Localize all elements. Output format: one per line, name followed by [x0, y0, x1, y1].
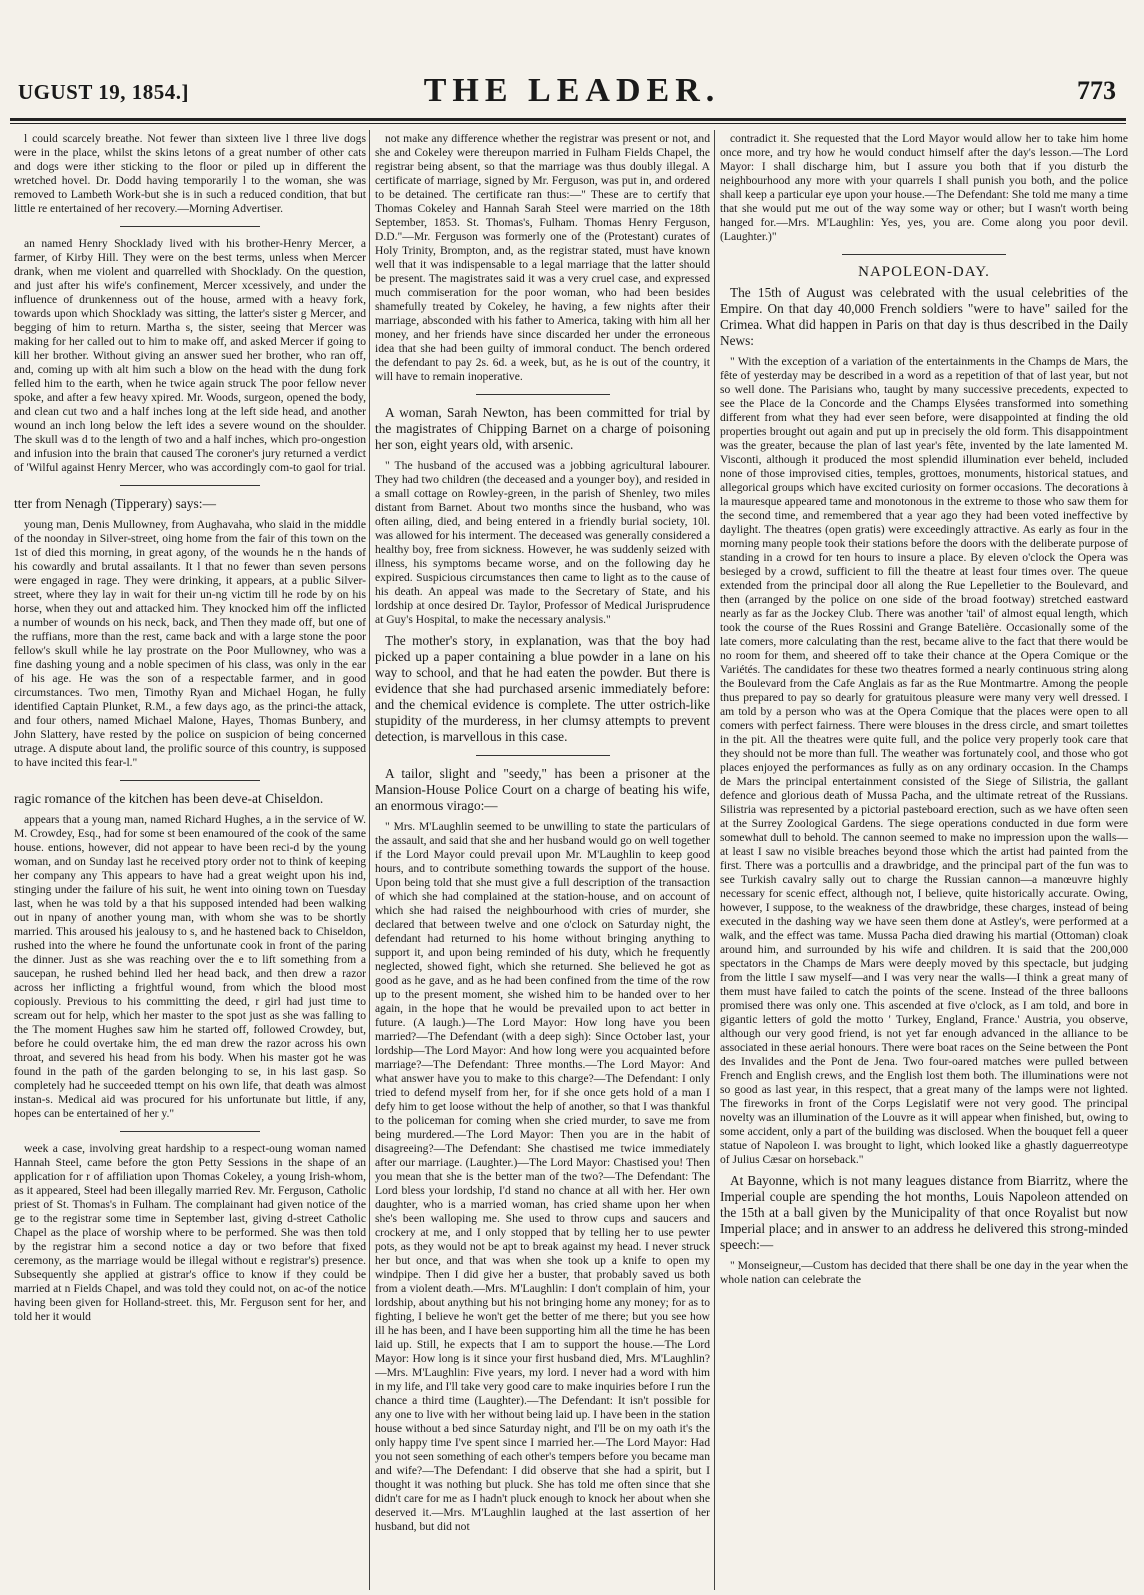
article-paragraph: " Monseigneur,—Custom has decided that there shall be one day in the year when the whole nation can celebrate the [720, 1259, 1128, 1286]
article-lead: A tailor, slight and "seedy," has been a prisoner at the Mansion-House Police Court on a charge of beating his wife, an enormous virago:— [375, 766, 710, 813]
issue-date: UGUST 19, 1854.] [18, 80, 189, 104]
article-paragraph: l could scarcely breathe. Not fewer than sixteen live l three live dogs were in the place, whilst the skins letons of a great number of other cats and dogs were ither sticking to the floor or piled up in different the wretched hovel. Dr. Dodd having temporarily l to the woman, she was removed to Lambeth Work-but she is in such a reduced condition, that but little re entertained of her recovery.—Morning Advertiser. [14, 132, 366, 215]
column-divider-2 [714, 130, 715, 1590]
masthead-title: THE LEADER. [423, 72, 721, 109]
page-number: 773 [1077, 76, 1116, 105]
article-lead: The mother's story, in explanation, was that the boy had picked up a paper containing a blue powder in a lane on his way to school, and that he had eaten the powder. But there is evidence that she had purchased arsenic immediately before: and the chemical evidence is complete. The utter ostrich-like stupidity of the murderess, in her clumsy attempts to prevent detection, is marvellous in this case. [375, 633, 710, 744]
article-paragraph: young man, Denis Mullowney, from Aughavaha, who slaid in the middle of the noonday in Silver-street, oing home from the fair of this town on the 1st of died this morning, in great agony, of the wounds he n the hands of his cowardly and brutal assailants. It l that no fewer than seven persons were engaged in rage. They were drinking, it appears, at a public Silver-street, where they lay in wait for their un-ng victim till he rode by on his horse, when they out and attacked him. They knocked him off the inflicted a number of wounds on his neck, back, and Then they made off, but one of the ruffians, more than the rest, came back and with a large stone the poor fellow's skull while he lay prostrate on the Poor Mullowney, who was a fine dashing young and a noble specimen of his class, was only in the ear of his age. He was the son of a respectable farmer, and in good circumstances. Two men, Timothy Ryan and Michael Hogan, he fully identified Captain Plunket, R.M., a few days ago, as the princi-the attack, and four others, named Michael Malone, Hayes, Thomas Bunbery, and John Slattery, have rested by the police on suspicion of being concerned utrage. A dispute about land, the prolific source of this country, is supposed to have incited this fear-l." [14, 518, 366, 769]
article-paragraph: " The husband of the accused was a jobbing agricultural labourer. They had two children (the deceased and a younger boy), and resided in a small cottage on Rowley-green, in the parish of Shenley, two miles distant from Barnet. About two months since the husband, who was often ailing, died, and being entered in a friendly burial society, 10l. was allowed for his interment. The deceased was generally considered a healthy boy, free from sickness. However, he was suddenly seized with illness, his symptoms became worse, and on the following day he expired. Suspicious circumstances then came to light as to the cause of his death. An appeal was made to the Secretary of State, and his lordship at once desired Dr. Taylor, Professor of Medical Jurisprudence at Guy's Hospital, to make the necessary analysis." [375, 459, 710, 626]
article-paragraph: not make any difference whether the registrar was present or not, and she and Cokeley were thereupon married in Fulham Fields Chapel, the registrar being absent, so that the marriage was thus doubly illegal. A certificate of marriage, signed by Mr. Ferguson, was put in, and ordered to be detained. The certificate ran thus:—" These are to certify that Thomas Cokeley and Hannah Sarah Steel were married on the 18th September, 1853. St. Thomas's, Fulham. Thomas Henry Ferguson, D.D."—Mr. Ferguson was formerly one of the (Protestant) curates of Holy Trinity, Brompton, and, as the registrar stated, must have known well that it was indispensable to a legal marriage that the latter should be present. The magistrates said it was a very cruel case, and expressed much commiseration for the poor woman, who had been besides shamefully treated by Cokeley, he having, a few nights after their marriage, absconded with his father to America, taking with him all her money, and her friends have since discarded her under the erroneous idea that she had been guilty of immoral conduct. The bench ordered the defendant to pay 2s. 6d. a week, but, as he is out of the country, it will have to remain inoperative. [375, 132, 710, 383]
article-separator [120, 226, 261, 227]
article-separator [842, 254, 1005, 255]
article-title: NAPOLEON-DAY. [858, 264, 990, 280]
column-divider-1 [369, 130, 370, 1590]
article-separator [476, 755, 610, 756]
article-paragraph: " With the exception of a variation of the entertainments in the Champs de Mars, the fête of yesterday may be described in a word as a repetition of that of last year, but not so well done. The Parisians who, taught by many successive precedents, expected to see the Place de la Concorde and the Champs Elysées transformed into something different from what they had ever seen before, were disappointed at finding the old properties brought out again and put up in precisely the old form. This disappointment was the greater, because the plan of last year's fête, invented by the late lamented M. Visconti, although it produced the most splendid illumination ever beheld, included none of those improvised cities, temples, grottoes, monuments, historical statues, and allegorical groups which have excited curiosity on former occasions. The decorations à la mauresque appeared tame and monotonous in the extreme to those who saw them for the second time, and remembered that a year ago they had been voted ineffective by daylight. The theatres (open gratis) were exceedingly attractive. As early as four in the morning many people took their stations before the doors with the deliberate purpose of standing in a crowd for ten hours to insure a place. By eleven o'clock the Opera was besieged by a crowd, sufficient to fill the theatre at least four times over. The queue extended from the principal door all along the Rue Lepelletier to the Boulevard, and then (arranged by the police on one side of the broad footway) stretched eastward nearly as far as the Jockey Club. There was another 'tail' of almost equal length, which took the course of the Rues Rossini and Grange Batelière. Occasionally some of the late comers, more calculating than the rest, became alive to the fact that there would be no room for them, and sheered off to take their chance at the Opera Comique or the Variétés. The candidates for these two theatres formed a nearly continuous string along the Boulevard from the Cafe Anglais as far as the Rue Montmartre. Among the people thus prepared to pay so dearly for gratuitous pleasure were many very well dressed. I am told by a person who was at the Opera Comique that the places were open to all comers with perfect fairness. There were blouses in the dress circle, and smart toilettes in the pit. All the theatres were quite full, and the police very properly took care that they should not be more than full. The weather was fortunately cool, and those who got places enjoyed the performances as fully as on any ordinary occasion. In the Champs de Mars the principal entertainment consisted of the Siege of Silistria, the gallant defence and glorious death of Mussa Pacha, and the ultimate retreat of the Russians. Silistria was represented by a pictorial pasteboard erection, such as we have often seen at the Surrey Zoological Gardens. The siege operations conducted in due form were somewhat dull to behold. The cannon seemed to make no impression upon the walls—at least I saw no visible breaches beyond those which the artist had painted from the first. There was a portcullis and a drawbridge, and the principal part of the fun was to see Turkish cavalry sally out to charge the Russian cannon—a manœuvre highly necessary for scenic effect, although not, I believe, quite historically accurate. Owing, however, I suppose, to the weakness of the drawbridge, these charges, instead of being executed in the dashing way we have seen them done at Astley's, were performed at a walk, and the effect was tame. Mussa Pacha died drawing his martial (Ottoman) cloak around him, and surrounded by his wife and children. It is said that the 200,000 spectators in the Champs de Mars were deeply moved by this spectacle, but judging from the little I saw myself—and I was very near the walls—I think a great many of them must have failed to catch the points of the scene. Instead of the three balloons promised there was only one. This ascended at five o'clock, as I am told, and bore in gigantic letters of gold the motto ' Turkey, England, France.' Austria, you observe, although our very good friend, is not yet far enough advanced in the alliance to be associated in these aerial honours. There were boat races on the Seine between the Pont des Invalides and the Pont de Jena. Two four-oared matches were pulled between French and English crews, and the English lost them both. The illuminations were not so good as last year, in this respect, that a great many of the lamps were not lighted. The fireworks in front of the Corps Legislatif were not very good. The principal novelty was an illumination of the Louvre as it will appear when finished, but, owing to some accident, only a part of the building was disclosed. When the bouquet fell a queer statue of Napoleon I. was brought to light, which looked like a ghastly daguerreotype of Julius Cæsar on horseback." [720, 355, 1128, 1166]
column-3 [720, 132, 1128, 1587]
column-1 [14, 132, 366, 1587]
article-paragraph: appears that a young man, named Richard Hughes, a in the service of W. M. Crowdey, Esq., had for some st been enamoured of the cook of the same house. entions, however, did not appear to have been reci-d by the young woman, and on Sunday last he received ptory order not to think of keeping her company any This appears to have had a great weight upon his ind, stinging under the failure of his suit, he went into oining town on Tuesday last, when he was told by a that his supposed intended had been walking out in npany of another young man, with whom she was to be shortly married. This aroused his jealousy to s, and he hastened back to Chiseldon, rushed into the where he found the unfortunate cook in front of the paring the dinner. Just as she was reaching over the e to lift something from a saucepan, he rushed behind lled her head back, and then drew a razor across her inflicting a frightful wound, from which the blood most copiously. Previous to his committing the deed, r girl had just time to scream out for help, which her master to the spot just as she was falling to the The moment Hughes saw him he started off, followed Crowdey, but, before he could overtake him, the ed man drew the razor across his own throat, and severed his head from his body. When his master got he was found in the path of the garden belonging to se, in his last gasp. So completely had he succeeded ttempt on his own life, that death was almost instan-s. Medical aid was procured for his unfortunate but little, if any, hopes can be entertained of her y." [14, 813, 366, 1120]
article-separator [120, 485, 261, 486]
article-paragraph: an named Henry Shocklady lived with his brother-Henry Mercer, a farmer, of Kirby Hill. They were on the best terms, unless when Mercer drank, when me violent and quarrelled with Shocklady. On the question, and just after his wife's confinement, Mercer xcessively, and under the influence of drunkenness out of the house, armed with a heavy fork, towards upon which Shocklady was sitting, the latter's sister g Mercer, and begging of him to return. Martha s, the sister, seeing that Mercer was making for her called out to him to make off, and asked Mercer if going to kill her brother. Without giving an answer sued her brother, who ran off, and, coming up with alt him such a blow on the head with the dung fork felled him to the earth, when he twice again struck The poor fellow never spoke, and after a few heavy xpired. Mr. Woods, surgeon, opened the body, and clean cut two and a half inches long at the left side head, and another wound an inch long below the left ides a severe wound on the shoulder. The skull was d to the length of two and a half inches, which pro-ongestion and infusion into the brain that caused The coroner's jury returned a verdict of 'Wilful against Henry Mercer, who was accordingly com-to gaol for trial. [14, 237, 366, 474]
article-lead: At Bayonne, which is not many leagues distance from Biarritz, where the Imperial couple are spending the hot months, Louis Napoleon attended on the 15th at a ball given by the Municipality of that once Royalist but now Imperial place; and in answer to an address he delivered this strong-minded speech:— [720, 1173, 1128, 1252]
header-rule-thick [10, 118, 1126, 121]
article-subhead: ragic romance of the kitchen has been deve-at Chiseldon. [14, 791, 324, 806]
article-subhead: tter from Nenagh (Tipperary) says:— [14, 496, 216, 511]
article-separator [120, 1131, 261, 1132]
column-2 [375, 132, 710, 1587]
article-paragraph: week a case, involving great hardship to a respect-oung woman named Hannah Steel, came before the gton Petty Sessions in the shape of an application for r of affiliation upon Thomas Cokeley, a young Irish-whom, as it appeared, Steel had been illegally married Rev. Mr. Ferguson, Catholic priest of St. Thomas's in Fulham. The complainant had given notice of the ge to the registrar some time in September last, giving d-street Catholic Chapel as the place of worship where to be performed. She was then told by the registrar him a second notice a day or two before that fixed ceremony, as the marriage would be illegal without e registrar's) presence. Subsequently she applied at gistrar's office to know if they could be married at n Fields Chapel, and was told they could not, on ac-of the notice having been given for Holland-street. this, Mr. Ferguson sent for her, and told her it would [14, 1142, 366, 1323]
header-rule-thin [10, 123, 1126, 124]
article-separator [120, 780, 261, 781]
article-lead: A woman, Sarah Newton, has been committed for trial by the magistrates of Chipping Barnet on a charge of poisoning her son, eight years old, with arsenic. [375, 405, 710, 452]
article-lead: The 15th of August was celebrated with the usual celebrities of the Empire. On that day 40,000 French soldiers "were to have" sailed for the Crimea. What did happen in Paris on that day is thus described in the Daily News: [720, 285, 1128, 348]
article-paragraph: " Mrs. M'Laughlin seemed to be unwilling to state the particulars of the assault, and said that she and her husband would go on well together if the Lord Mayor could prevail upon Mr. M'Laughlin to keep good hours, and to contribute something towards the support of the house. Upon being told that she must give a full description of the transaction of which she had complained at the station-house, and on account of which she had raised the neighbourhood with cries of murder, she declared that between twelve and one o'clock on Saturday night, the defendant had returned to his home without bringing anything to support it, and upon being reminded of his duty, which he frequently neglected, showed fight, which she returned. She believed he got as good as he gave, and as he had been confined from the time of the row up to the present moment, she wished him to be handed over to her again, in the hope that he would be prevailed upon to act better in future. (A laugh.)—The Lord Mayor: How long have you been married?—The Defendant (with a deep sigh): Since October last, your lordship—The Lord Mayor: And how long were you acquainted before marriage?—The Defendant: Three months.—The Lord Mayor: And what answer have you to make to this charge?—The Defendant: I only tried to defend myself from her, for if she once gets hold of a man I defy him to get loose without the help of another, so that I was thankful to the policeman for coming when she cried murder, to save me from being murdered.—The Lord Mayor: Then you are in the habit of disagreeing?—The Defendant: She chastised me twice immediately after our marriage. (Laughter.)—The Lord Mayor: Chastised you! Then you mean that she is the better man of the two?—The Defendant: The Lord bless your lordship, I'd stand no chance at all with her. Her own daughter, who is a married woman, has cried shame upon her when she's been walloping me. She used to throw cups and saucers and crockery at me, and I only stopped that by telling her to use pewter pots, as they would not be apt to break against my head. I never struck her but once, and that was when she took up a knife to open my windpipe. Then I did give her a buster, that probably saved us both from a violent death.—Mrs. M'Laughlin: I don't complain of him, your lordship, about anything but his not bringing home any money; for as to fighting, I believe he won't get the better of me there; but you see how ill he has been, and I have been supporting him all the time he has been laid up. Still, he expects that I am to support the house.—The Lord Mayor: How long is it since your first husband died, Mrs. M'Laughlin?—Mrs. M'Laughlin: Five years, my lord. I never had a word with him in my life, and I'll take very good care to make inquiries before I run the chance a third time (Laughter).—The Defendant: It isn't possible for any one to live with her without being laid up. I have been in the station house without a bed since Saturday night, and I'll be on my oath it's the only happy time I've spent since I married her.—The Lord Mayor: Had you not seen something of each other's tempers before you became man and wife?—The Defendant: I did observe that she had a spirit, but I thought it was nothing but pluck. She has told me often since that she didn't care for me as I hadn't pluck enough to knock her about when she deserved it.—Mrs. M'Laughlin laughed at the last assertion of her husband, but did not [375, 820, 710, 1533]
article-paragraph: contradict it. She requested that the Lord Mayor would allow her to take him home once more, and try how he would conduct himself after the day's lesson.—The Lord Mayor: I shall discharge him, but I assure you both that if you disturb the neighbourhood any more with your quarrels I shall punish you both, and the police shall keep a particular eye upon your house.—The Defendant: She told me many a time that she would put me out of the way some way or other; but I wasn't worth being hanged for.—Mrs. M'Laughlin: Yes, yes, you are. Come along you poor devil. (Laughter.)" [720, 132, 1128, 243]
article-separator [476, 394, 610, 395]
page-header [0, 0, 1144, 125]
